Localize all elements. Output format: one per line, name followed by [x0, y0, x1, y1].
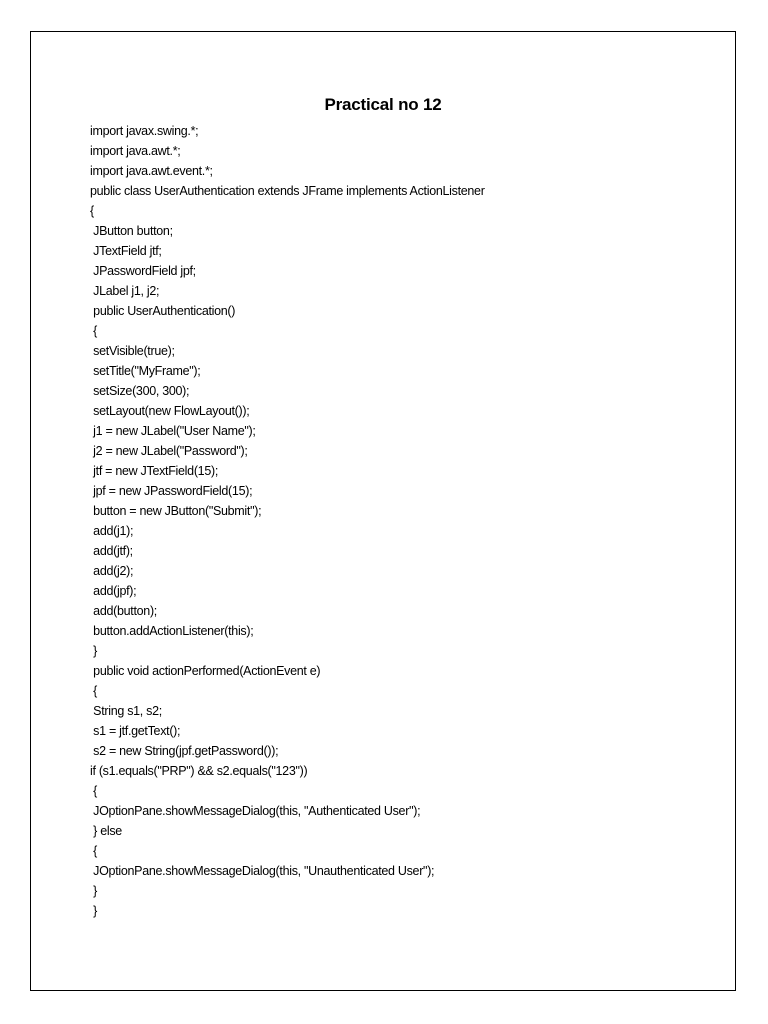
- code-line: import java.awt.*;: [90, 144, 181, 158]
- code-line: setTitle("MyFrame");: [90, 364, 201, 378]
- code-line: JTextField jtf;: [90, 244, 162, 258]
- code-line: import java.awt.event.*;: [90, 164, 213, 178]
- code-line: {: [90, 204, 94, 218]
- code-line: if (s1.equals("PRP") && s2.equals("123")): [90, 764, 308, 778]
- document-page: [30, 31, 736, 991]
- code-line: public class UserAuthentication extends JFrame implements ActionListener: [90, 184, 485, 198]
- code-line: }: [90, 644, 98, 658]
- code-line: s1 = jtf.getText();: [90, 724, 181, 738]
- code-line: import javax.swing.*;: [90, 124, 199, 138]
- code-line: setVisible(true);: [90, 344, 175, 358]
- code-line: JOptionPane.showMessageDialog(this, "Unauthenticated User");: [90, 864, 435, 878]
- code-listing: [90, 121, 485, 921]
- code-line: add(jpf);: [90, 584, 137, 598]
- code-line: add(j2);: [90, 564, 134, 578]
- code-line: setSize(300, 300);: [90, 384, 190, 398]
- code-line: button = new JButton("Submit");: [90, 504, 262, 518]
- code-line: {: [90, 844, 98, 858]
- code-line: add(jtf);: [90, 544, 133, 558]
- code-line: {: [90, 684, 98, 698]
- code-line: }: [90, 884, 98, 898]
- code-line: JLabel j1, j2;: [90, 284, 160, 298]
- code-line: {: [90, 324, 98, 338]
- code-line: add(j1);: [90, 524, 134, 538]
- code-line: add(button);: [90, 604, 157, 618]
- code-line: button.addActionListener(this);: [90, 624, 254, 638]
- code-line: public void actionPerformed(ActionEvent e): [90, 664, 321, 678]
- code-line: s2 = new String(jpf.getPassword());: [90, 744, 279, 758]
- code-line: jtf = new JTextField(15);: [90, 464, 219, 478]
- code-line: } else: [90, 824, 122, 838]
- code-line: JButton button;: [90, 224, 173, 238]
- code-line: }: [90, 904, 98, 918]
- code-line: setLayout(new FlowLayout());: [90, 404, 250, 418]
- code-line: JOptionPane.showMessageDialog(this, "Authenticated User");: [90, 804, 421, 818]
- code-line: j1 = new JLabel("User Name");: [90, 424, 256, 438]
- code-line: {: [90, 784, 98, 798]
- code-line: j2 = new JLabel("Password");: [90, 444, 248, 458]
- code-line: String s1, s2;: [90, 704, 162, 718]
- code-line: JPasswordField jpf;: [90, 264, 196, 278]
- code-line: public UserAuthentication(): [90, 304, 236, 318]
- page-title: Practical no 12: [324, 95, 442, 114]
- code-line: jpf = new JPasswordField(15);: [90, 484, 253, 498]
